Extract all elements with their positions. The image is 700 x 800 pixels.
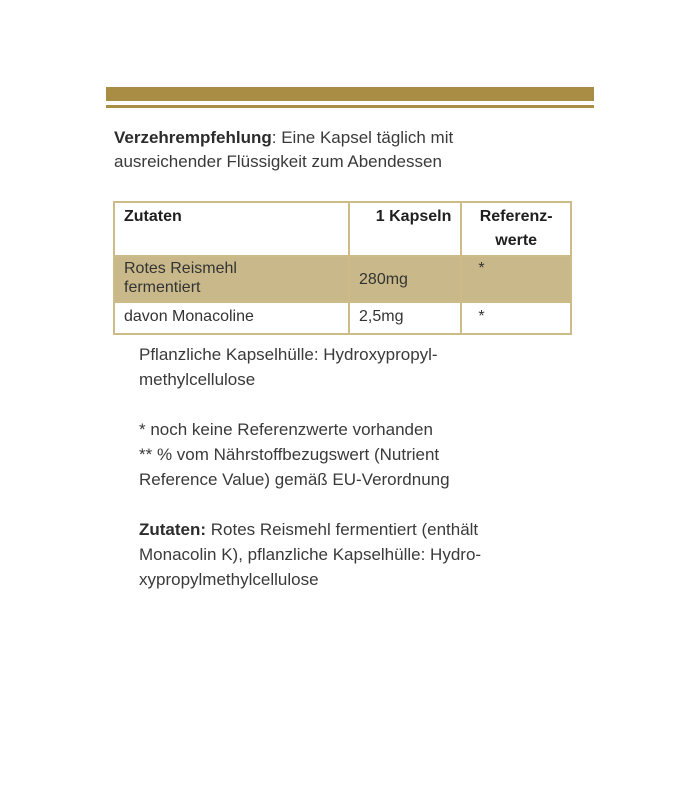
capsule-note-line-2: methylcellulose [139,370,256,389]
ingredients-label: Zutaten: [139,520,207,539]
ingredients-line-1 [139,517,559,542]
nutrition-table [113,201,572,335]
table-row [114,256,571,302]
reference-cell: * [461,256,571,302]
ingredients-text-1: Rotes Reismehl fermentiert (enthält [206,520,479,539]
recommendation-text-2: ausreichender Flüssigkeit zum Abendessen [114,152,442,171]
header-reference-line-1: Referenz- [479,208,553,225]
gold-header-line [106,105,594,108]
table-header-row [114,202,571,256]
capsule-note-line-1: Pflanzliche Kapselhülle: Hydroxypropyl- [139,345,438,364]
amount-cell: 280mg [349,256,461,302]
dosage-recommendation [114,126,584,174]
recommendation-label: Verzehrempfehlung [114,128,272,147]
ingredient-line-2: fermentiert [124,279,201,296]
ingredient-cell: davon Monacoline [114,302,349,334]
ingredients-line-3: xypropylmethylcellulose [139,570,319,589]
ingredient-line-1: Rotes Reismehl [124,260,237,277]
ingredient-cell [114,256,349,302]
product-notes [139,342,559,592]
gold-header-band [106,87,594,101]
header-ingredients: Zutaten [114,202,349,256]
footnote-2-line-1: ** % vom Nährstoffbezugswert (Nutrient [139,445,440,464]
spacer [139,492,559,517]
ingredients-line-2: Monacolin K), pflanzliche Kapselhülle: Hydro- [139,545,482,564]
header-amount: 1 Kapseln [349,202,461,256]
spacer [139,392,559,417]
footnote-1: * noch keine Referenzwerte vorhanden [139,420,433,439]
reference-cell: * [461,302,571,334]
header-reference-line-2: werte [495,232,538,249]
recommendation-line-1 [114,126,584,150]
recommendation-text-1: : Eine Kapsel täglich mit [271,128,454,147]
amount-cell: 2,5mg [349,302,461,334]
table-row [114,302,571,334]
header-reference [461,202,571,256]
footnote-2-line-2: Reference Value) gemäß EU-Verordnung [139,470,450,489]
